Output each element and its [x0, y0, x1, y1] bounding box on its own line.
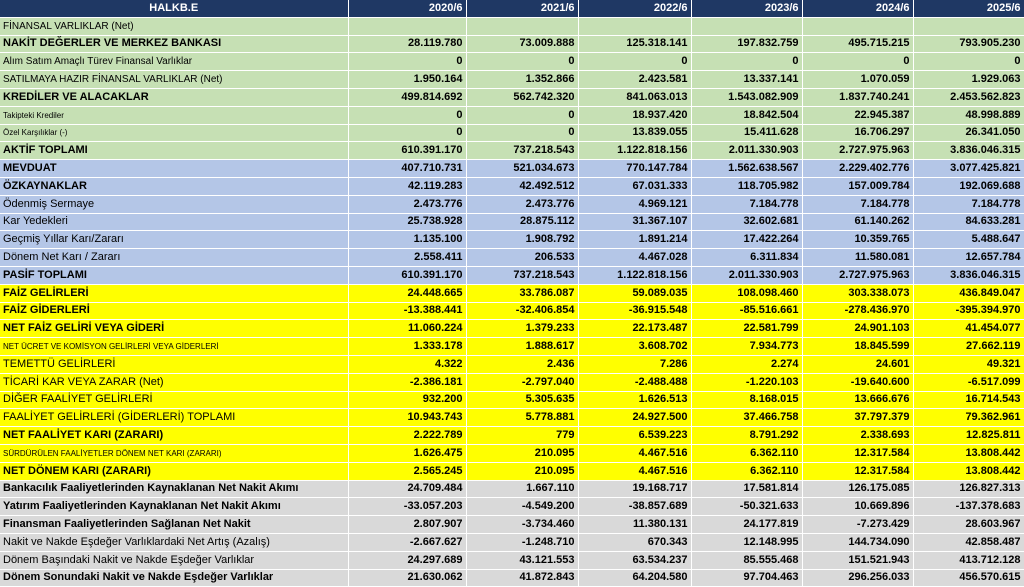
cell-value: -6.517.099 — [913, 373, 1024, 391]
cell-value: 2.473.776 — [466, 195, 578, 213]
cell-value: 32.602.681 — [691, 213, 802, 231]
cell-value: 5.488.647 — [913, 231, 1024, 249]
cell-value: 43.121.553 — [466, 551, 578, 569]
table-row — [0, 53, 1024, 71]
row-label: Dönem Sonundaki Nakit ve Nakde Eşdeğer Varlıklar — [0, 569, 348, 587]
cell-value: 24.601 — [802, 355, 913, 373]
cell-value: -32.406.854 — [466, 302, 578, 320]
cell-value: 4.467.516 — [578, 444, 691, 462]
cell-value: -2.797.040 — [466, 373, 578, 391]
cell-value: 10.359.765 — [802, 231, 913, 249]
cell-value: 1.562.638.567 — [691, 160, 802, 178]
cell-value — [802, 17, 913, 35]
cell-value: 10.943.743 — [348, 409, 466, 427]
cell-value: 210.095 — [466, 444, 578, 462]
period-header: 2023/6 — [691, 0, 802, 17]
cell-value: 499.814.692 — [348, 88, 466, 106]
cell-value: 12.148.995 — [691, 533, 802, 551]
cell-value: 67.031.333 — [578, 177, 691, 195]
cell-value: 2.727.975.963 — [802, 266, 913, 284]
cell-value — [691, 17, 802, 35]
cell-value — [578, 17, 691, 35]
cell-value: 2.423.581 — [578, 71, 691, 89]
table-row — [0, 177, 1024, 195]
table-row — [0, 71, 1024, 89]
table-row — [0, 551, 1024, 569]
row-label: DİĞER FAALİYET GELİRLERİ — [0, 391, 348, 409]
cell-value: 610.391.170 — [348, 142, 466, 160]
cell-value: 1.379.233 — [466, 320, 578, 338]
cell-value: 1.891.214 — [578, 231, 691, 249]
cell-value: 4.969.121 — [578, 195, 691, 213]
cell-value: 206.533 — [466, 249, 578, 267]
cell-value: 12.317.584 — [802, 444, 913, 462]
cell-value: 108.098.460 — [691, 284, 802, 302]
cell-value: 31.367.107 — [578, 213, 691, 231]
row-label: Yatırım Faaliyetlerinden Kaynaklanan Net Nakit Akımı — [0, 498, 348, 516]
cell-value: 5.778.881 — [466, 409, 578, 427]
cell-value: 11.060.224 — [348, 320, 466, 338]
cell-value: 1.135.100 — [348, 231, 466, 249]
header-row — [0, 0, 1024, 17]
cell-value: 303.338.073 — [802, 284, 913, 302]
period-header: 2021/6 — [466, 0, 578, 17]
cell-value: 1.626.475 — [348, 444, 466, 462]
cell-value: -36.915.548 — [578, 302, 691, 320]
cell-value: 5.305.635 — [466, 391, 578, 409]
table-row — [0, 249, 1024, 267]
table-row — [0, 391, 1024, 409]
cell-value: 1.929.063 — [913, 71, 1024, 89]
table-row — [0, 124, 1024, 142]
cell-value: 24.709.484 — [348, 480, 466, 498]
cell-value: 24.177.819 — [691, 516, 802, 534]
cell-value: 0 — [578, 53, 691, 71]
period-header: 2024/6 — [802, 0, 913, 17]
cell-value: -4.549.200 — [466, 498, 578, 516]
table-row — [0, 533, 1024, 551]
cell-value: 42.119.283 — [348, 177, 466, 195]
cell-value: -395.394.970 — [913, 302, 1024, 320]
cell-value: 192.069.688 — [913, 177, 1024, 195]
row-label: NET FAALİYET KARI (ZARARI) — [0, 427, 348, 445]
cell-value: 793.905.230 — [913, 35, 1024, 53]
cell-value: 84.633.281 — [913, 213, 1024, 231]
cell-value: 11.380.131 — [578, 516, 691, 534]
cell-value: 2.473.776 — [348, 195, 466, 213]
row-label: Kar Yedekleri — [0, 213, 348, 231]
cell-value: 61.140.262 — [802, 213, 913, 231]
cell-value: 16.706.297 — [802, 124, 913, 142]
cell-value: 3.836.046.315 — [913, 266, 1024, 284]
cell-value: 737.218.543 — [466, 142, 578, 160]
cell-value: 6.539.223 — [578, 427, 691, 445]
row-label: Dönem Başındaki Nakit ve Nakde Eşdeğer Varlıklar — [0, 551, 348, 569]
cell-value: 85.555.468 — [691, 551, 802, 569]
row-label: FAİZ GİDERLERİ — [0, 302, 348, 320]
table-row — [0, 569, 1024, 587]
cell-value: 28.603.967 — [913, 516, 1024, 534]
cell-value: 770.147.784 — [578, 160, 691, 178]
table-row — [0, 88, 1024, 106]
cell-value: 2.436 — [466, 355, 578, 373]
cell-value: 13.808.442 — [913, 462, 1024, 480]
cell-value: 737.218.543 — [466, 266, 578, 284]
cell-value: -33.057.203 — [348, 498, 466, 516]
row-label: Takipteki Krediler — [0, 106, 348, 124]
cell-value: 13.839.055 — [578, 124, 691, 142]
cell-value: 2.807.907 — [348, 516, 466, 534]
cell-value: -38.857.689 — [578, 498, 691, 516]
row-label: TEMETTÜ GELİRLERİ — [0, 355, 348, 373]
cell-value: 1.333.178 — [348, 338, 466, 356]
table-row — [0, 444, 1024, 462]
cell-value: 118.705.982 — [691, 177, 802, 195]
cell-value: 12.317.584 — [802, 462, 913, 480]
table-row — [0, 320, 1024, 338]
cell-value: 41.872.843 — [466, 569, 578, 587]
table-row — [0, 142, 1024, 160]
cell-value: 48.998.889 — [913, 106, 1024, 124]
table-row — [0, 266, 1024, 284]
row-label: SÜRDÜRÜLEN FAALİYETLER DÖNEM NET KARI (ZARARI) — [0, 444, 348, 462]
cell-value: 13.808.442 — [913, 444, 1024, 462]
row-label: Dönem Net Karı / Zararı — [0, 249, 348, 267]
cell-value: 37.797.379 — [802, 409, 913, 427]
cell-value: 495.715.215 — [802, 35, 913, 53]
cell-value: 18.937.420 — [578, 106, 691, 124]
cell-value: 7.184.778 — [691, 195, 802, 213]
cell-value: 3.836.046.315 — [913, 142, 1024, 160]
cell-value: 151.521.943 — [802, 551, 913, 569]
cell-value: 17.581.814 — [691, 480, 802, 498]
cell-value: 2.453.562.823 — [913, 88, 1024, 106]
table-row — [0, 284, 1024, 302]
cell-value: 8.791.292 — [691, 427, 802, 445]
cell-value: 1.837.740.241 — [802, 88, 913, 106]
row-label: NET DÖNEM KARI (ZARARI) — [0, 462, 348, 480]
cell-value: 79.362.961 — [913, 409, 1024, 427]
table-row — [0, 409, 1024, 427]
cell-value: 2.011.330.903 — [691, 142, 802, 160]
row-label: FİNANSAL VARLIKLAR (Net) — [0, 17, 348, 35]
cell-value: -19.640.600 — [802, 373, 913, 391]
cell-value: 2.727.975.963 — [802, 142, 913, 160]
cell-value: -2.386.181 — [348, 373, 466, 391]
cell-value: 7.934.773 — [691, 338, 802, 356]
cell-value: 8.168.015 — [691, 391, 802, 409]
cell-value: 210.095 — [466, 462, 578, 480]
cell-value: 670.343 — [578, 533, 691, 551]
cell-value: 1.626.513 — [578, 391, 691, 409]
period-header: 2020/6 — [348, 0, 466, 17]
cell-value: 2.274 — [691, 355, 802, 373]
cell-value: 6.362.110 — [691, 462, 802, 480]
cell-value: 841.063.013 — [578, 88, 691, 106]
cell-value: 144.734.090 — [802, 533, 913, 551]
cell-value: 2.011.330.903 — [691, 266, 802, 284]
cell-value: -1.248.710 — [466, 533, 578, 551]
cell-value: 1.352.866 — [466, 71, 578, 89]
cell-value: 41.454.077 — [913, 320, 1024, 338]
row-label: NAKİT DEĞERLER VE MERKEZ BANKASI — [0, 35, 348, 53]
cell-value: 6.311.834 — [691, 249, 802, 267]
cell-value: 0 — [691, 53, 802, 71]
cell-value: 779 — [466, 427, 578, 445]
cell-value: 24.448.665 — [348, 284, 466, 302]
cell-value: 3.608.702 — [578, 338, 691, 356]
cell-value: 64.204.580 — [578, 569, 691, 587]
table-row — [0, 17, 1024, 35]
cell-value: 1.950.164 — [348, 71, 466, 89]
table-row — [0, 462, 1024, 480]
cell-value: 296.256.033 — [802, 569, 913, 587]
table-row — [0, 302, 1024, 320]
cell-value: 22.173.487 — [578, 320, 691, 338]
table-row — [0, 338, 1024, 356]
row-label: Alım Satım Amaçlı Türev Finansal Varlıklar — [0, 53, 348, 71]
cell-value: 0 — [348, 106, 466, 124]
cell-value: 24.297.689 — [348, 551, 466, 569]
cell-value: 24.927.500 — [578, 409, 691, 427]
table-row — [0, 195, 1024, 213]
cell-value: 2.558.411 — [348, 249, 466, 267]
cell-value: 12.825.811 — [913, 427, 1024, 445]
cell-value: 562.742.320 — [466, 88, 578, 106]
cell-value: 1.888.617 — [466, 338, 578, 356]
period-header: 2022/6 — [578, 0, 691, 17]
cell-value: 13.337.141 — [691, 71, 802, 89]
row-label: MEVDUAT — [0, 160, 348, 178]
cell-value: 28.119.780 — [348, 35, 466, 53]
cell-value: -137.378.683 — [913, 498, 1024, 516]
cell-value: 25.738.928 — [348, 213, 466, 231]
cell-value: 0 — [466, 124, 578, 142]
cell-value: 24.901.103 — [802, 320, 913, 338]
cell-value: 0 — [466, 53, 578, 71]
row-label: TİCARİ KAR VEYA ZARAR (Net) — [0, 373, 348, 391]
row-label: SATILMAYA HAZIR FİNANSAL VARLIKLAR (Net) — [0, 71, 348, 89]
cell-value: 21.630.062 — [348, 569, 466, 587]
cell-value: 4.467.028 — [578, 249, 691, 267]
cell-value: 18.842.504 — [691, 106, 802, 124]
cell-value: -3.734.460 — [466, 516, 578, 534]
row-label: AKTİF TOPLAMI — [0, 142, 348, 160]
cell-value — [466, 17, 578, 35]
table-row — [0, 355, 1024, 373]
cell-value: 42.492.512 — [466, 177, 578, 195]
cell-value: 2.229.402.776 — [802, 160, 913, 178]
table-row — [0, 516, 1024, 534]
cell-value: 1.122.818.156 — [578, 142, 691, 160]
cell-value — [348, 17, 466, 35]
table-row — [0, 480, 1024, 498]
row-label: Ödenmiş Sermaye — [0, 195, 348, 213]
cell-value: 63.534.237 — [578, 551, 691, 569]
cell-value: 97.704.463 — [691, 569, 802, 587]
cell-value: 6.362.110 — [691, 444, 802, 462]
row-label: NET FAİZ GELİRİ VEYA GİDERİ — [0, 320, 348, 338]
cell-value: 22.581.799 — [691, 320, 802, 338]
cell-value: 59.089.035 — [578, 284, 691, 302]
row-label: KREDİLER VE ALACAKLAR — [0, 88, 348, 106]
row-label: Geçmiş Yıllar Karı/Zararı — [0, 231, 348, 249]
table-row — [0, 427, 1024, 445]
row-label: NET ÜCRET VE KOMİSYON GELİRLERİ VEYA GİDERLERİ — [0, 338, 348, 356]
row-label: Finansman Faaliyetlerinden Sağlanan Net Nakit — [0, 516, 348, 534]
cell-value: 13.666.676 — [802, 391, 913, 409]
row-label: Bankacılık Faaliyetlerinden Kaynaklanan Net Nakit Akımı — [0, 480, 348, 498]
ticker-header: HALKB.E — [0, 0, 348, 17]
cell-value: 4.467.516 — [578, 462, 691, 480]
cell-value: 12.657.784 — [913, 249, 1024, 267]
cell-value: 27.662.119 — [913, 338, 1024, 356]
row-label: Özel Karşılıklar (-) — [0, 124, 348, 142]
cell-value: 1.070.059 — [802, 71, 913, 89]
cell-value: 73.009.888 — [466, 35, 578, 53]
cell-value: 407.710.731 — [348, 160, 466, 178]
cell-value: 3.077.425.821 — [913, 160, 1024, 178]
cell-value: 15.411.628 — [691, 124, 802, 142]
cell-value: -1.220.103 — [691, 373, 802, 391]
cell-value: 521.034.673 — [466, 160, 578, 178]
cell-value: -2.488.488 — [578, 373, 691, 391]
cell-value: 1.543.082.909 — [691, 88, 802, 106]
cell-value: 0 — [348, 53, 466, 71]
cell-value: 125.318.141 — [578, 35, 691, 53]
cell-value: 4.322 — [348, 355, 466, 373]
cell-value: 10.669.896 — [802, 498, 913, 516]
cell-value: -2.667.627 — [348, 533, 466, 551]
table-row — [0, 160, 1024, 178]
cell-value: -85.516.661 — [691, 302, 802, 320]
cell-value: 19.168.717 — [578, 480, 691, 498]
cell-value: 197.832.759 — [691, 35, 802, 53]
cell-value: 2.565.245 — [348, 462, 466, 480]
row-label: ÖZKAYNAKLAR — [0, 177, 348, 195]
cell-value: 157.009.784 — [802, 177, 913, 195]
cell-value: 1.122.818.156 — [578, 266, 691, 284]
cell-value: 436.849.047 — [913, 284, 1024, 302]
cell-value: -7.273.429 — [802, 516, 913, 534]
row-label: PASİF TOPLAMI — [0, 266, 348, 284]
cell-value: 11.580.081 — [802, 249, 913, 267]
period-header: 2025/6 — [913, 0, 1024, 17]
table-row — [0, 213, 1024, 231]
cell-value: 18.845.599 — [802, 338, 913, 356]
cell-value: 2.222.789 — [348, 427, 466, 445]
cell-value: 17.422.264 — [691, 231, 802, 249]
cell-value: 7.286 — [578, 355, 691, 373]
cell-value: 26.341.050 — [913, 124, 1024, 142]
row-label: FAALİYET GELİRLERİ (GİDERLERİ) TOPLAMI — [0, 409, 348, 427]
cell-value: 16.714.543 — [913, 391, 1024, 409]
table-row — [0, 231, 1024, 249]
cell-value: 1.908.792 — [466, 231, 578, 249]
cell-value: 2.338.693 — [802, 427, 913, 445]
row-label: FAİZ GELİRLERİ — [0, 284, 348, 302]
cell-value: 0 — [913, 53, 1024, 71]
cell-value: 49.321 — [913, 355, 1024, 373]
cell-value: 126.175.085 — [802, 480, 913, 498]
table-row — [0, 373, 1024, 391]
cell-value: -13.388.441 — [348, 302, 466, 320]
table-row — [0, 498, 1024, 516]
cell-value: 932.200 — [348, 391, 466, 409]
cell-value: 126.827.313 — [913, 480, 1024, 498]
cell-value: 0 — [802, 53, 913, 71]
cell-value: 33.786.087 — [466, 284, 578, 302]
cell-value: 28.875.112 — [466, 213, 578, 231]
cell-value: 0 — [466, 106, 578, 124]
cell-value: 7.184.778 — [913, 195, 1024, 213]
cell-value: 413.712.128 — [913, 551, 1024, 569]
cell-value: 610.391.170 — [348, 266, 466, 284]
cell-value: 7.184.778 — [802, 195, 913, 213]
cell-value — [913, 17, 1024, 35]
row-label: Nakit ve Nakde Eşdeğer Varlıklardaki Net Artış (Azalış) — [0, 533, 348, 551]
cell-value: 42.858.487 — [913, 533, 1024, 551]
table-row — [0, 35, 1024, 53]
cell-value: -50.321.633 — [691, 498, 802, 516]
cell-value: 456.570.615 — [913, 569, 1024, 587]
cell-value: 0 — [348, 124, 466, 142]
cell-value: -278.436.970 — [802, 302, 913, 320]
table-row — [0, 106, 1024, 124]
cell-value: 1.667.110 — [466, 480, 578, 498]
cell-value: 37.466.758 — [691, 409, 802, 427]
cell-value: 22.945.387 — [802, 106, 913, 124]
